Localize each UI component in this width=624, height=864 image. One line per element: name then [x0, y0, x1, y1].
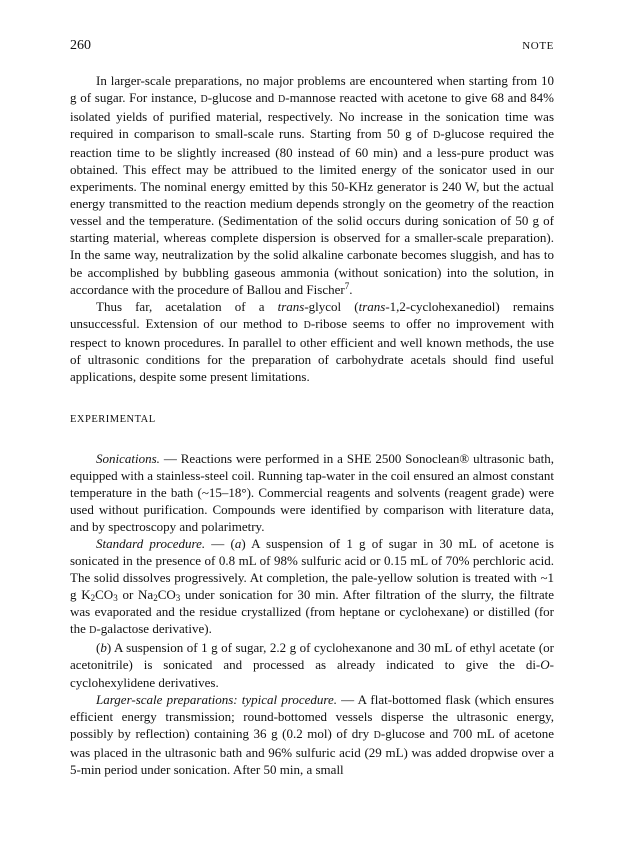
small-caps-d: D	[303, 319, 311, 331]
reference-superscript: 7	[344, 280, 350, 291]
item-label: b	[100, 640, 107, 656]
paragraph-sonications	[70, 450, 554, 535]
italic-o: O	[540, 657, 550, 673]
text-run: ) A suspension of 1 g of sugar in 30 mL of acetone is sonicated in the presence of 0.8 mL of 98% sulfuric acid or 0.15 mL of 70% perchloric acid. The solid dissolves progressively. At completion, the pale-yellow solution is treated with ~1 g K	[70, 536, 554, 603]
text-run: CO	[157, 587, 176, 603]
paragraph-procedure-b	[70, 639, 554, 690]
italic-trans: trans	[277, 298, 305, 314]
text-run: -mannose reacted with acetone to give 68 and 84% isolated yields of purified material, respectively. No increase in the sonication time was required in comparison to small-scale runs. Starting from 50 g of	[70, 90, 554, 142]
page	[70, 38, 554, 778]
page-number: 260	[70, 38, 91, 53]
subscript: 2	[153, 593, 158, 604]
small-caps-d: D	[373, 729, 381, 741]
text-run: .	[349, 281, 353, 297]
text-run: -ribose seems to offer no improvement with respect to known procedures. In parallel to other efficient and well known methods, the use of ultrasonic conditions for the preparation of carbohydrate acetals should find useful applications, despite some present limitations.	[70, 315, 555, 384]
run-in-title: Sonications.	[96, 450, 160, 466]
small-caps-d: D	[89, 625, 97, 637]
text-run: -galactose derivative).	[96, 621, 212, 637]
run-in-title: Larger-scale preparations: typical procedure.	[96, 691, 337, 707]
text-run: Thus far, acetalation of a	[96, 298, 278, 314]
text-run: CO	[95, 587, 114, 603]
paragraph-standard-procedure	[70, 535, 554, 639]
subscript: 3	[175, 593, 181, 604]
text-run: -cyclohexylidene derivatives.	[70, 657, 554, 690]
small-caps-d: D	[433, 130, 441, 142]
text-run: -1,2-cyclohexanediol) remains unsuccessful. Extension of our method to	[70, 298, 555, 331]
article-body	[70, 72, 554, 778]
text-run: or Na	[117, 587, 154, 603]
small-caps-d: D	[200, 94, 208, 106]
text-run: -glucose and 700 mL of acetone was placed in the ultrasonic bath and 96% sulfuric acid (29 mL) was added dropwise over a 5-min period under sonication. After 50 min, a small	[70, 725, 555, 777]
text-run: -glycol (	[304, 298, 359, 314]
paragraph-larger-scale	[70, 72, 554, 298]
section-heading-experimental: EXPERIMENTAL	[70, 413, 156, 425]
run-in-title: Standard procedure.	[96, 536, 206, 552]
text-run: — Reactions were performed in a SHE 2500 Sonoclean® ultrasonic bath, equipped with a stainless-steel coil. Running tap-water in the coil ensured an almost constant temperature in the bath (~15–18°). Commercial reagents and solvents (reagent grade) were used without purification. Compounds were identified by comparison with literature data, and by spectroscopy and polarimetry.	[70, 450, 554, 535]
italic-trans: trans	[358, 298, 386, 314]
item-label: a	[234, 536, 242, 552]
text-run: -glucose and	[207, 90, 279, 106]
text-run: — (	[205, 536, 235, 552]
paragraph-thus-far	[70, 298, 554, 385]
subscript: 2	[90, 593, 96, 604]
subscript: 3	[113, 593, 118, 604]
small-caps-d: D	[278, 94, 286, 106]
running-head: NOTE	[522, 40, 554, 52]
page-header	[70, 38, 554, 60]
text-run: (	[96, 640, 101, 656]
paragraph-larger-scale-procedure	[70, 691, 554, 778]
text-run: ) A suspension of 1 g of sugar, 2.2 g of cyclohexanone and 30 mL of ethyl acetate (or acetonitrile) is sonicated and processed as already indicated to give the di-	[70, 640, 554, 673]
text-run: under sonication for 30 min. After filtration of the slurry, the filtrate was evaporated and the residue crystallized (from heptane or cyclohexane) or distilled (for the	[70, 587, 554, 637]
text-run: — A flat-bottomed flask (which ensures efficient energy transmission; round-bottomed vessels disperse the ultrasonic energy, possibly by reflection) containing 36 g (0.2 mol) of dry	[70, 691, 554, 741]
text-run: -glucose required the reaction time to be slightly increased (80 instead of 60 min) and a less-pure product was obtained. This effect may be attribued to the limited energy of the sonicator used in our experiments. The nominal energy emitted by this 50-KHz generator is 240 W, but the actual energy transmitted to the reaction medium depends strongly on the geometry of the reaction vessel and the temperature. (Sedimentation of the solid occurs during sonication of 50 g of starting material, whereas complete dispersion is observed for a smaller-scale preparation). In the same way, neutralization by the solid alkaline carbonate becomes sluggish, and has to be accomplished by bubbling gaseous ammonia (without sonication) into the solution, in accordance with the procedure of Ballou and Fischer	[70, 126, 555, 297]
text-run: In larger-scale preparations, no major problems are encountered when starting from 10 g of sugar. For instance,	[70, 73, 554, 106]
